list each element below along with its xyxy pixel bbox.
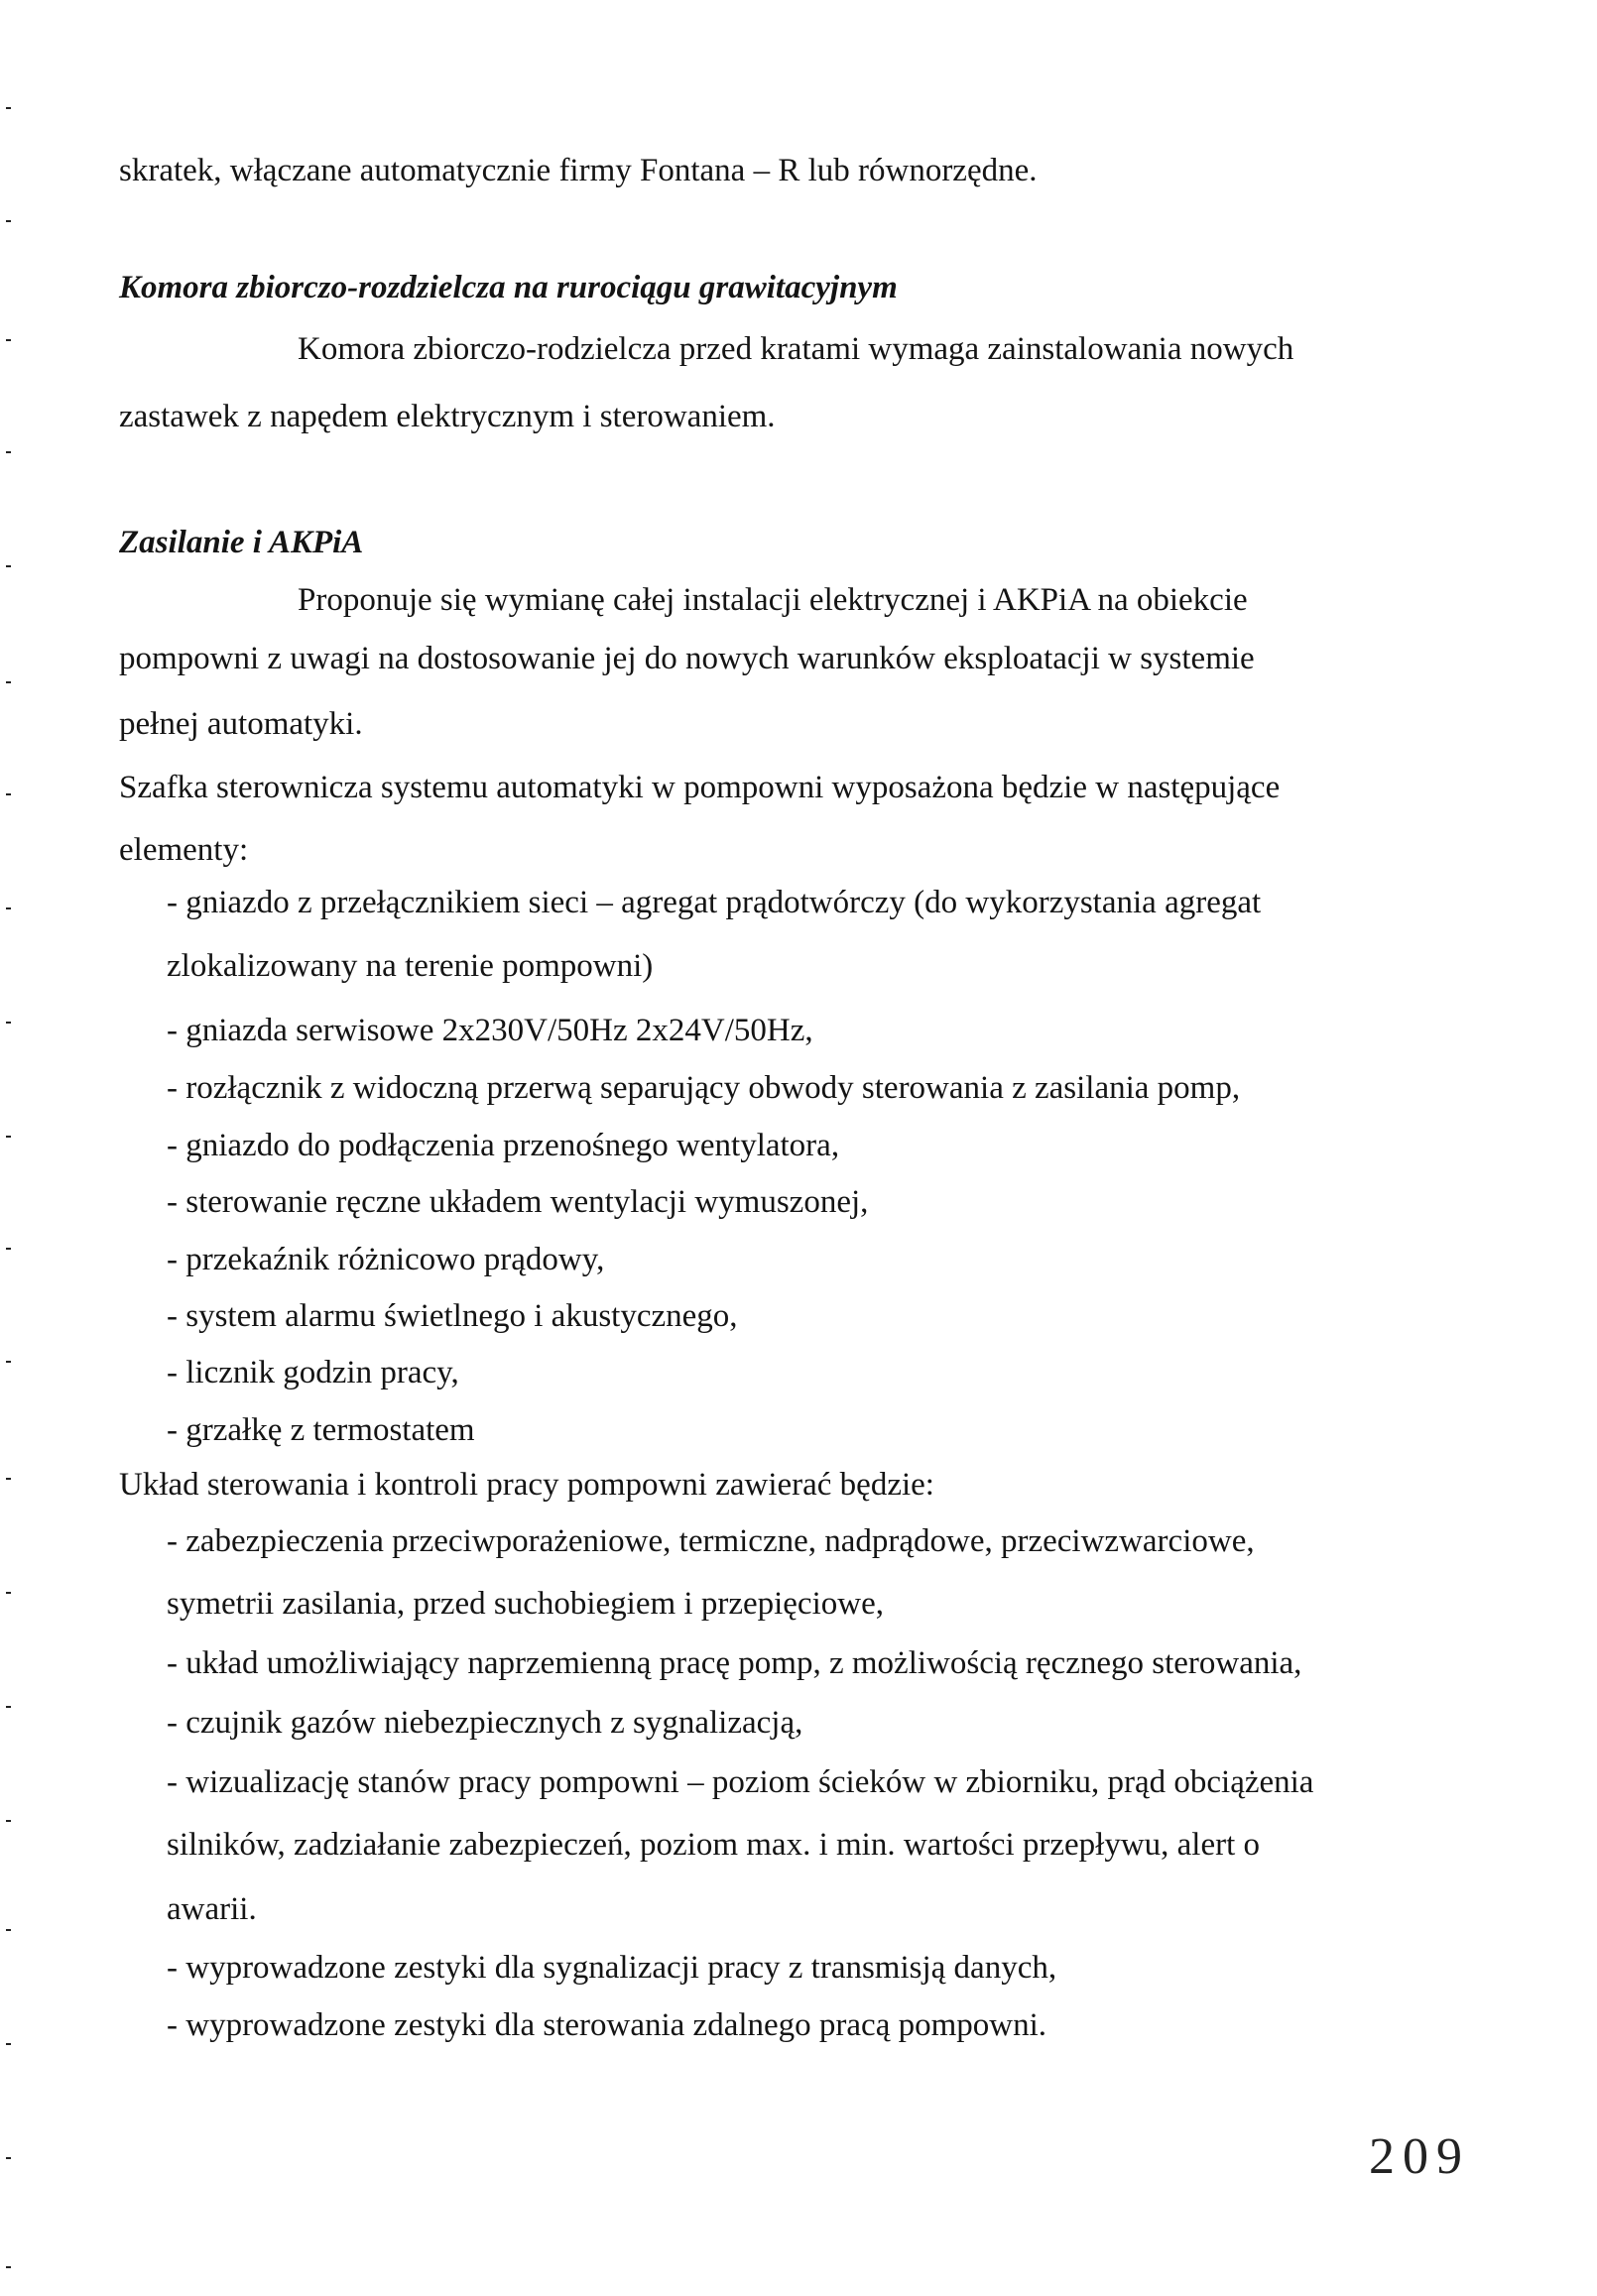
list-item: - licznik godzin pracy, bbox=[167, 1355, 459, 1390]
section2-paragraph-line-1: Proponuje się wymianę całej instalacji elektrycznej i AKPiA na obiekcie bbox=[298, 582, 1248, 618]
list-item: - sterowanie ręczne układem wentylacji wymuszonej, bbox=[167, 1184, 869, 1220]
list-item: symetrii zasilania, przed suchobiegiem i przepięciowe, bbox=[167, 1586, 884, 1622]
control-heading: Układ sterowania i kontroli pracy pompowni zawierać będzie: bbox=[119, 1467, 934, 1503]
cabinet-intro-line-1: Szafka sterownicza systemu automatyki w pompowni wyposażona będzie w następujące bbox=[119, 770, 1281, 805]
section1-paragraph-line-1: Komora zbiorczo-rodzielcza przed kratami wymaga zainstalowania nowych bbox=[298, 331, 1294, 367]
section2-paragraph-line-2: pompowni z uwagi na dostosowanie jej do nowych warunków eksploatacji w systemie bbox=[119, 641, 1255, 676]
intro-line: skratek, włączane automatycznie firmy Fontana – R lub równorzędne. bbox=[119, 153, 1038, 188]
list-item: zlokalizowany na terenie pompowni) bbox=[167, 948, 654, 984]
list-item: - czujnik gazów niebezpiecznych z sygnalizacją, bbox=[167, 1705, 803, 1741]
list-item: silników, zadziałanie zabezpieczeń, poziom max. i min. wartości przepływu, alert o bbox=[167, 1827, 1261, 1863]
list-item: - gniazda serwisowe 2x230V/50Hz 2x24V/50Hz, bbox=[167, 1013, 813, 1048]
list-item: - gniazdo z przełącznikiem sieci – agregat prądotwórczy (do wykorzystania agregat bbox=[167, 885, 1262, 920]
list-item: - wyprowadzone zestyki dla sterowania zdalnego pracą pompowni. bbox=[167, 2007, 1047, 2043]
list-item: - system alarmu świetlnego i akustycznego, bbox=[167, 1298, 738, 1334]
list-item: - zabezpieczenia przeciwporażeniowe, termiczne, nadprądowe, przeciwzwarciowe, bbox=[167, 1523, 1255, 1559]
list-item: - wyprowadzone zestyki dla sygnalizacji pracy z transmisją danych, bbox=[167, 1950, 1057, 1986]
section2-paragraph-line-3: pełnej automatyki. bbox=[119, 706, 363, 742]
list-item: - rozłącznik z widoczną przerwą separujący obwody sterowania z zasilania pomp, bbox=[167, 1070, 1241, 1106]
section-heading-zasilanie: Zasilanie i AKPiA bbox=[119, 525, 364, 560]
section-heading-komora: Komora zbiorczo-rozdzielcza na rurociągu grawitacyjnym bbox=[119, 270, 898, 305]
section1-paragraph-line-2: zastawek z napędem elektrycznym i sterowaniem. bbox=[119, 399, 776, 434]
list-item: awarii. bbox=[167, 1891, 257, 1927]
list-item: - przekaźnik różnicowo prądowy, bbox=[167, 1242, 605, 1277]
list-item: - grzałkę z termostatem bbox=[167, 1412, 475, 1448]
list-item: - wizualizację stanów pracy pompowni – poziom ścieków w zbiorniku, prąd obciążenia bbox=[167, 1764, 1314, 1800]
list-item: - gniazdo do podłączenia przenośnego wentylatora, bbox=[167, 1128, 840, 1163]
page-number: 209 bbox=[1369, 2128, 1470, 2185]
cabinet-intro-line-2: elementy: bbox=[119, 832, 249, 868]
list-item: - układ umożliwiający naprzemienną pracę pomp, z możliwością ręcznego sterowania, bbox=[167, 1645, 1302, 1681]
